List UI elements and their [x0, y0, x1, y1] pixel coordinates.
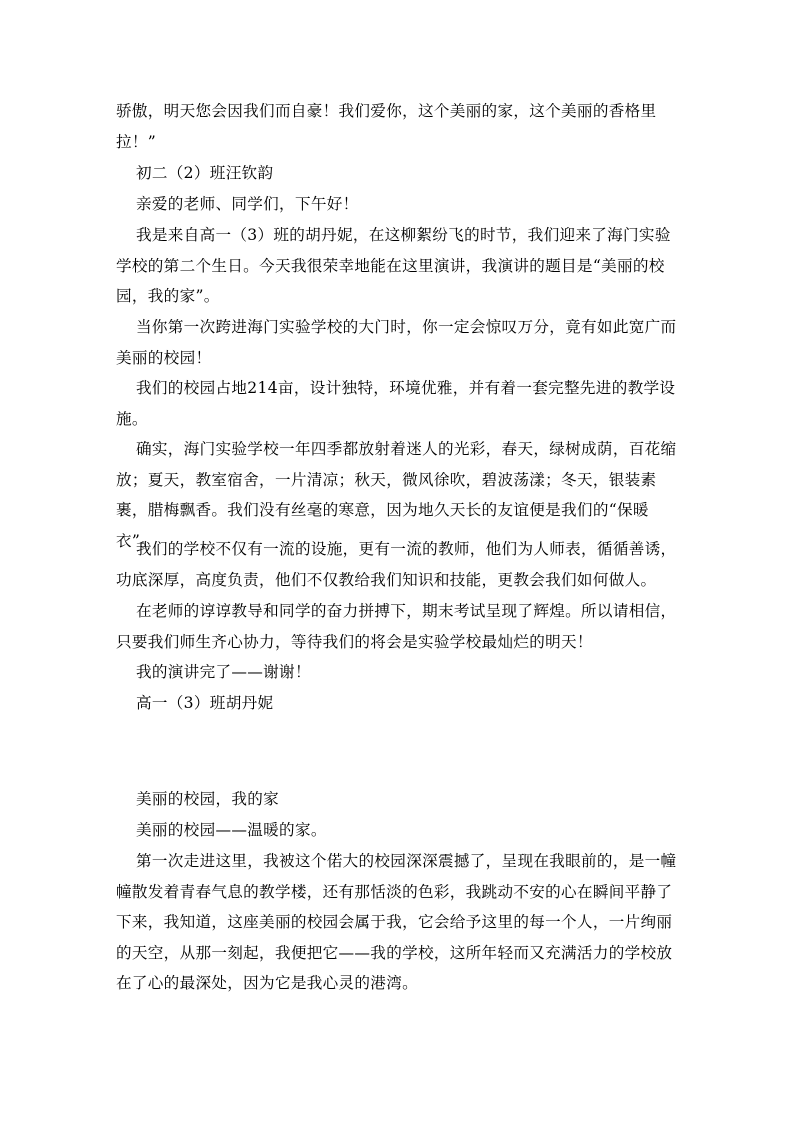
paragraph-continuation: 骄傲，明天您会因我们而自豪！我们爱你，这个美丽的家，这个美丽的香格里拉！”	[116, 102, 657, 151]
paragraph-author-signature: 初二（2）班汪钦韵	[136, 164, 274, 182]
paragraph-teachers: 我们的学校不仅有一流的设施，更有一流的教师，他们为人师表，循循善诱，功底深厚，高度负责，他们不仅教给我们知识和技能，更教会我们如何做人。	[116, 540, 677, 589]
paragraph-campus-area: 我们的校园占地214亩，设计独特，环境优雅，并有着一套完整先进的教学设施。	[116, 379, 676, 428]
paragraph-subtitle: 美丽的校园——温暖的家。	[136, 821, 327, 839]
paragraph-first-visit: 当你第一次跨进海门实验学校的大门时，你一定会惊叹万分，竟有如此宽广而美丽的校园！	[116, 318, 677, 367]
paragraph-author-signature: 高一（3）班胡丹妮	[136, 694, 274, 712]
paragraph-closing: 我的演讲完了——谢谢！	[136, 663, 311, 681]
essay-title: 美丽的校园，我的家	[136, 790, 280, 808]
paragraph-first-impression: 第一次走进这里，我被这个偌大的校园深深震撼了，呈现在我眼前的，是一幢幢散发着青春气息的教学楼，还有那恬淡的色彩，我跳动不安的心在瞬间平静了下来，我知道，这座美丽的校园会属于我，它会给予这里的每一个人，一片绚丽的天空，从那一刻起，我便把它——我的学校，这所年轻而又充满活力的学校放在了心的最深处，因为它是我心灵的港湾。	[116, 852, 677, 992]
paragraph-greeting: 亲爱的老师、同学们，下午好！	[136, 195, 359, 213]
paragraph-exam-results: 在老师的谆谆教导和同学的奋力拼搏下，期末考试呈现了辉煌。所以请相信，只要我们师生齐心协力，等待我们的将会是实验学校最灿烂的明天！	[116, 602, 677, 651]
paragraph-seasons: 确实，海门实验学校一年四季都放射着迷人的光彩，春天，绿树成荫，百花缩放；夏天，教室宿舍，一片清凉；秋天，微风徐吹，碧波荡漾；冬天，银装素裹，腊梅飘香。我们没有丝毫的寒意，因为地久天长的友谊便是我们的“保暖衣”。	[116, 440, 677, 550]
paragraph-introduction: 我是来自高一（3）班的胡丹妮，在这柳絮纷飞的时节，我们迎来了海门实验学校的第二个生日。今天我很荣幸地能在这里演讲，我演讲的题目是“美丽的校园，我的家”。	[116, 226, 671, 305]
